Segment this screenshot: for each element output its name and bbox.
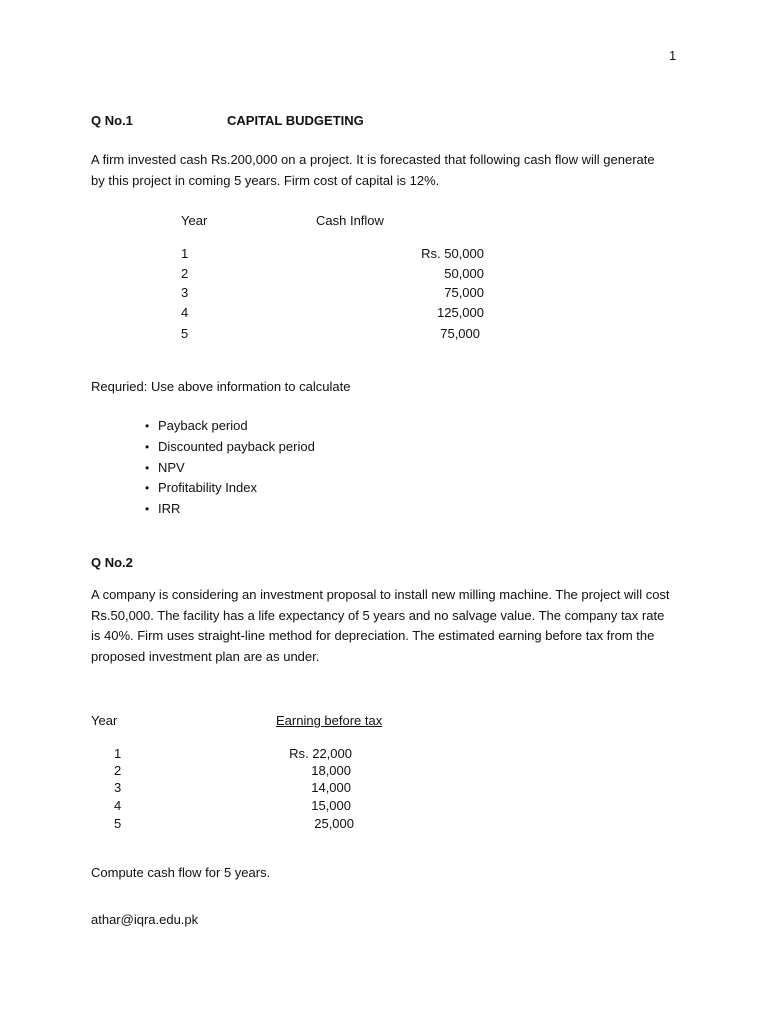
q1-row-year: 5 <box>181 326 189 341</box>
q2-row-value: Rs. 22,000 <box>289 746 352 761</box>
q1-col-year: Year <box>181 213 208 228</box>
page-number: 1 <box>669 48 677 63</box>
q2-row-value: 18,000 <box>311 763 351 778</box>
q1-row-year: 2 <box>181 266 189 281</box>
list-item: • Discounted payback period <box>145 438 315 454</box>
bullet-icon: • <box>145 460 150 475</box>
q2-row-year: 2 <box>114 763 122 778</box>
list-item: • Profitability Index <box>145 480 257 496</box>
q1-row-value: 125,000 <box>437 305 484 320</box>
footer-email: athar@iqra.edu.pk <box>91 912 199 927</box>
q1-row-value: 75,000 <box>444 285 484 300</box>
q1-row-value: 75,000 <box>440 326 480 341</box>
list-item: • Payback period <box>145 418 248 433</box>
q1-required-text: Requried: Use above information to calculate <box>91 379 351 394</box>
q1-label: Q No.1 <box>91 113 133 128</box>
q2-row-year: 5 <box>114 816 122 831</box>
q2-row-value: 15,000 <box>311 798 351 813</box>
q1-row-value: Rs. 50,000 <box>421 246 484 261</box>
list-item: • NPV <box>145 459 185 475</box>
q1-paragraph: A firm invested cash Rs.200,000 on a project. It is forecasted that following cash flow will generate by this project in coming 5 years. Firm cost of capital is 12%. <box>91 152 655 188</box>
q2-row-value: 25,000 <box>314 816 354 831</box>
q2-col-earning-before-tax: Earning before tax <box>276 713 383 728</box>
q1-row-year: 1 <box>181 246 189 261</box>
q2-label: Q No.2 <box>91 555 133 570</box>
bullet-icon: • <box>145 419 150 433</box>
q1-calculation-list <box>145 418 315 522</box>
q2-row-year: 1 <box>114 746 122 761</box>
q2-compute-text: Compute cash flow for 5 years. <box>91 865 271 880</box>
bullet-icon: • <box>145 439 150 454</box>
bullet-icon: • <box>145 481 150 496</box>
q2-col-year: Year <box>91 713 118 728</box>
list-item: • IRR <box>145 501 181 517</box>
q1-col-cash-inflow: Cash Inflow <box>316 213 384 228</box>
q1-row-year: 4 <box>181 305 189 320</box>
q2-row-year: 4 <box>114 798 122 813</box>
q2-row-year: 3 <box>114 780 122 795</box>
q2-row-value: 14,000 <box>311 780 351 795</box>
q1-row-year: 3 <box>181 285 189 300</box>
q1-title: CAPITAL BUDGETING <box>227 113 364 128</box>
q2-paragraph: A company is considering an investment proposal to install new milling machine. The project will cost Rs.50,000. The facility has a life expectancy of 5 years and no salvage value. The company tax rate is 40%. Firm uses straight-line method for depreciation. The estimated earning before tax from the proposed investment plan are as under. <box>91 587 670 664</box>
bullet-icon: • <box>145 502 150 517</box>
q1-row-value: 50,000 <box>444 266 484 281</box>
